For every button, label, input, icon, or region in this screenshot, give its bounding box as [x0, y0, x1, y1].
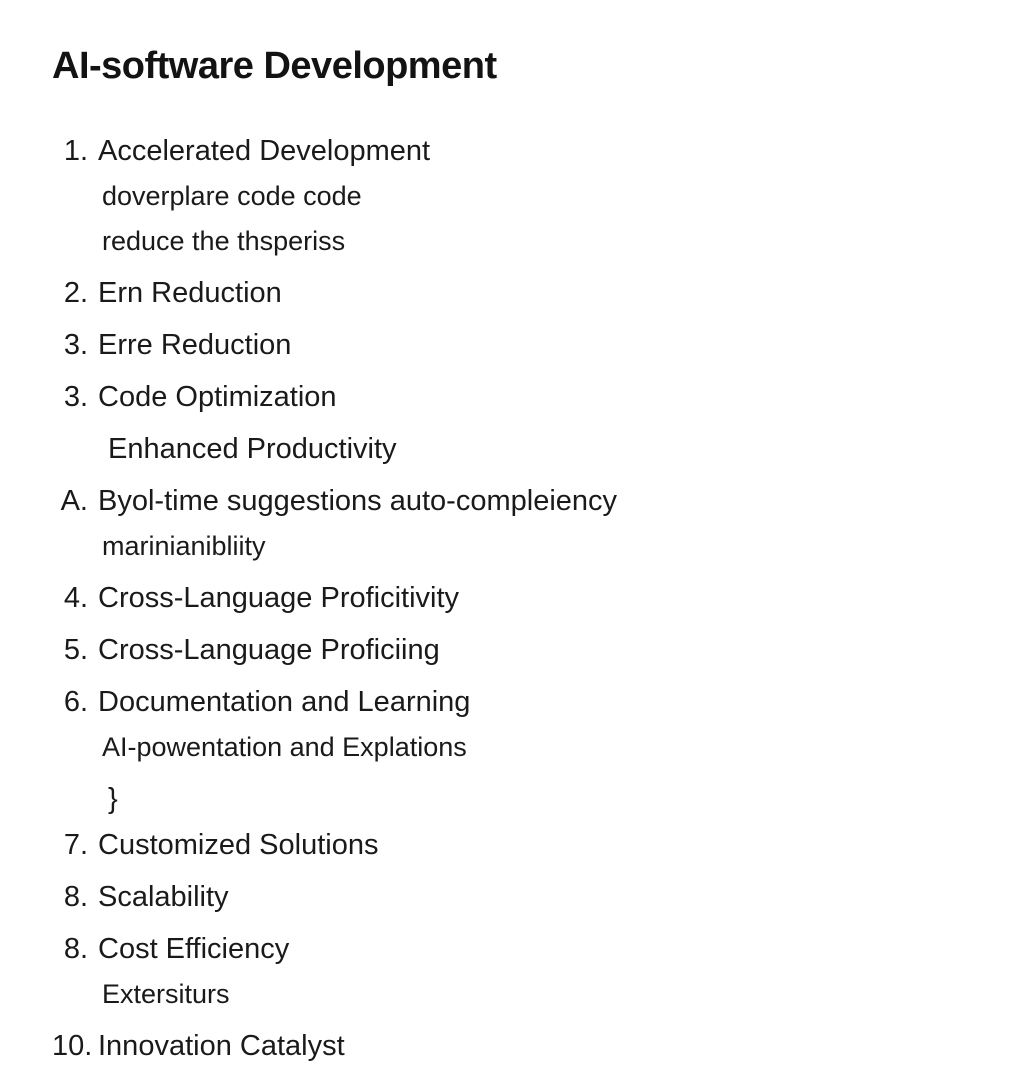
list-item-label: Cost Efficiency	[98, 932, 290, 965]
list-item-body	[98, 374, 968, 420]
list-item	[52, 575, 968, 621]
list-item-label: Scalability	[98, 880, 229, 913]
list-item-body	[98, 627, 968, 673]
list-item-body	[98, 679, 968, 770]
outline-list	[52, 128, 968, 1069]
list-item-marker: 10.	[52, 1029, 93, 1062]
list-item-body	[98, 270, 968, 316]
list-item-marker: 6.	[63, 685, 88, 718]
list-item-label: Accelerated Development	[98, 134, 431, 167]
list-item-body	[98, 322, 968, 368]
list-item-marker: 7.	[63, 828, 88, 861]
list-item	[52, 679, 968, 770]
list-item-body	[98, 926, 968, 1017]
list-item	[52, 874, 968, 920]
list-item-marker: A.	[60, 484, 88, 517]
list-item: }	[108, 782, 118, 815]
list-item-body	[98, 128, 968, 264]
list-item-subline: doverplare code code	[102, 180, 362, 211]
list-item-label: Enhanced Productivity	[108, 432, 397, 465]
list-item	[52, 478, 968, 569]
list-item-marker: 2.	[63, 276, 88, 309]
list-item-subline: AI-powentation and Explations	[102, 731, 467, 762]
page-title: AI-software Development	[52, 45, 497, 87]
list-item-subline: reduce the thsperiss	[102, 225, 346, 256]
list-item	[52, 1023, 968, 1069]
list-item	[52, 627, 968, 673]
list-item-label: Documentation and Learning	[98, 685, 471, 718]
list-item-marker: 3.	[63, 328, 88, 361]
list-item	[52, 926, 968, 1017]
list-item-label: Ern Reduction	[98, 276, 282, 309]
list-item	[52, 822, 968, 868]
list-item-label: Innovation Catalyst	[98, 1029, 345, 1062]
list-item-label: Cross-Language Proficiing	[98, 633, 440, 666]
list-item	[52, 270, 968, 316]
list-item-label: Erre Reduction	[98, 328, 292, 361]
list-item-label: Byol-time suggestions auto-compleiency	[98, 484, 618, 517]
list-item-label: Customized Solutions	[98, 828, 379, 861]
list-item-subline: marinianibliity	[102, 530, 266, 561]
list-item-subline: Extersiturs	[102, 978, 230, 1009]
list-item	[52, 426, 968, 472]
list-item-label: Cross-Language Proficitivity	[98, 581, 460, 614]
list-item-marker: 1.	[63, 134, 88, 167]
list-item-body	[98, 575, 968, 621]
list-item-marker: 4.	[63, 581, 88, 614]
list-item-marker: 8.	[63, 880, 88, 913]
list-item	[52, 322, 968, 368]
list-item	[52, 128, 968, 264]
list-item-body	[98, 874, 968, 920]
list-item-body	[98, 1023, 968, 1069]
list-item-marker: 3.	[63, 380, 88, 413]
list-item-marker: 8.	[63, 932, 88, 965]
list-item	[52, 374, 968, 420]
list-item-marker: 5.	[63, 633, 88, 666]
list-item-body	[98, 822, 968, 868]
list-item-label: Code Optimization	[98, 380, 337, 413]
list-item-body	[98, 478, 968, 569]
